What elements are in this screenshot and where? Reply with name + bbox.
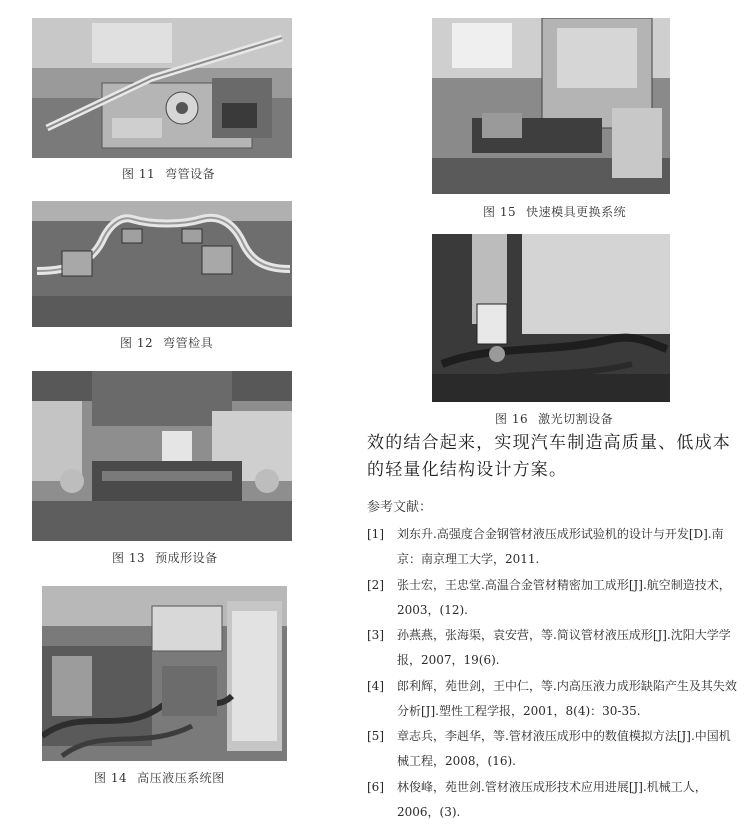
figure-12-caption-num: 图 12 [120, 336, 154, 350]
reference-item [367, 724, 739, 774]
figure-11-caption [122, 165, 215, 182]
reference-text: 张士宏，王忠堂.高温合金管材精密加工成形[J].航空制造技术，2003，(12). [397, 577, 731, 617]
reference-item [367, 775, 739, 825]
body-paragraph: 效的结合起来，实现汽车制造高质量、低成本的轻量化结构设计方案。 [367, 433, 731, 480]
figure-12-caption [120, 334, 213, 351]
figure-14-caption [94, 769, 225, 786]
reference-number: [2] [367, 577, 384, 592]
figure-15-photo [432, 18, 670, 194]
figure-11-caption-text: 弯管设备 [165, 167, 216, 181]
figure-15-caption-num: 图 15 [483, 205, 517, 219]
figure-16-photo [432, 234, 670, 402]
figure-15-caption-text: 快速模具更换系统 [526, 205, 627, 219]
figure-16-caption-text: 激光切割设备 [538, 412, 614, 426]
reference-number: [4] [367, 678, 384, 693]
figure-14-photo [42, 586, 287, 761]
figure-15-caption [483, 203, 626, 220]
reference-number: [3] [367, 628, 384, 642]
reference-number: [6] [367, 779, 384, 794]
reference-item [367, 623, 739, 673]
figure-11-caption-num: 图 11 [122, 167, 156, 181]
reference-text: 郎利辉，苑世剑，王中仁，等.内高压液力成形缺陷产生及其失效分析[J].塑性工程学报，2001，8(4)：30-35. [397, 678, 737, 718]
reference-text: 孙燕燕，张海渠，袁安营，等.简议管材液压成形[J].沈阳大学学报，2007，19(6). [397, 628, 731, 667]
figure-13-caption [112, 549, 218, 566]
figure-11-photo [32, 18, 292, 158]
reference-item [367, 573, 739, 623]
reference-text: 章志兵，李赳华，等.管材液压成形中的数值模拟方法[J].中国机械工程，2008，(16). [397, 729, 731, 768]
figure-12-caption-text: 弯管检具 [163, 336, 214, 350]
reference-text: 刘东升.高强度合金钢管材液压成形试验机的设计与开发[D].南京：南京理工大学，2011. [397, 527, 724, 566]
reference-number: [1] [367, 527, 384, 541]
figure-13-caption-text: 预成形设备 [155, 551, 218, 565]
references-title: 参考文献： [367, 500, 433, 515]
figure-13-photo [32, 371, 292, 541]
reference-number: [5] [367, 729, 384, 743]
figure-12-photo [32, 201, 292, 327]
reference-text: 林俊峰，苑世剑.管材液压成形技术应用进展[J].机械工人，2006，(3). [397, 779, 707, 819]
reference-item [367, 674, 739, 724]
references-list [367, 522, 739, 825]
figure-14-caption-text: 高压液压系统图 [137, 771, 225, 785]
reference-item [367, 522, 739, 572]
figure-16-caption [495, 410, 613, 427]
figure-14-caption-num: 图 14 [94, 771, 128, 785]
figure-13-caption-num: 图 13 [112, 551, 146, 565]
figure-16-caption-num: 图 16 [495, 412, 529, 426]
